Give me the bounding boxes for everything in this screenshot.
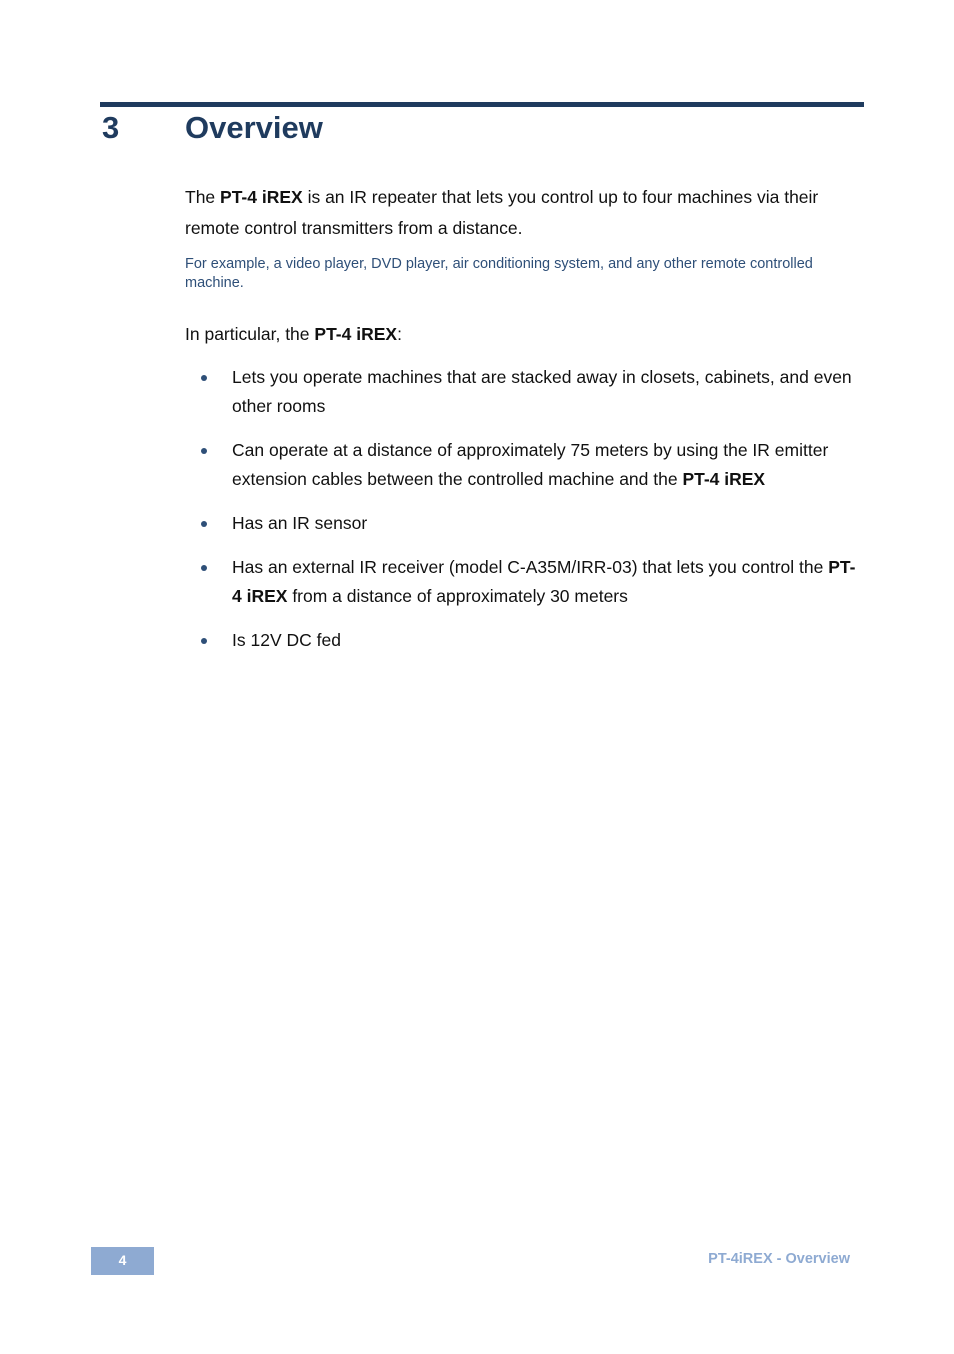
example-note: For example, a video player, DVD player, air conditioning system, and any other remote controlled machine. [185, 256, 813, 291]
feature-list [185, 363, 865, 670]
product-name: PT-4 iREX [220, 187, 303, 207]
chapter-number: 3 [102, 110, 120, 145]
chapter-rule [100, 102, 864, 107]
list-item: Lets you operate machines that are stacked away in closets, cabinets, and even other rooms [185, 363, 865, 421]
intro-paragraph: The PT-4 iREX is an IR repeater that lets you control up to four machines via their remote control transmitters from a distance. [185, 187, 819, 238]
chapter-title: Overview [185, 110, 323, 145]
list-item: Is 12V DC fed [185, 626, 865, 655]
particular-paragraph: In particular, the PT-4 iREX: [185, 324, 402, 344]
bullet-icon [201, 638, 207, 644]
list-item: Can operate at a distance of approximately 75 meters by using the IR emitter extension cables between the controlled machine and the PT-4 iREX [185, 436, 865, 494]
bullet-icon [201, 565, 207, 571]
bullet-icon [201, 521, 207, 527]
list-item: Has an IR sensor [185, 509, 865, 538]
list-item: Has an external IR receiver (model C-A35M/IRR-03) that lets you control the PT-4 iREX from a distance of approximately 30 meters [185, 553, 865, 611]
page-number: 4 [91, 1247, 154, 1275]
bullet-icon [201, 375, 207, 381]
bullet-icon [201, 448, 207, 454]
product-name: PT-4 iREX [314, 324, 398, 344]
footer-title: PT-4iREX - Overview [708, 1251, 850, 1267]
